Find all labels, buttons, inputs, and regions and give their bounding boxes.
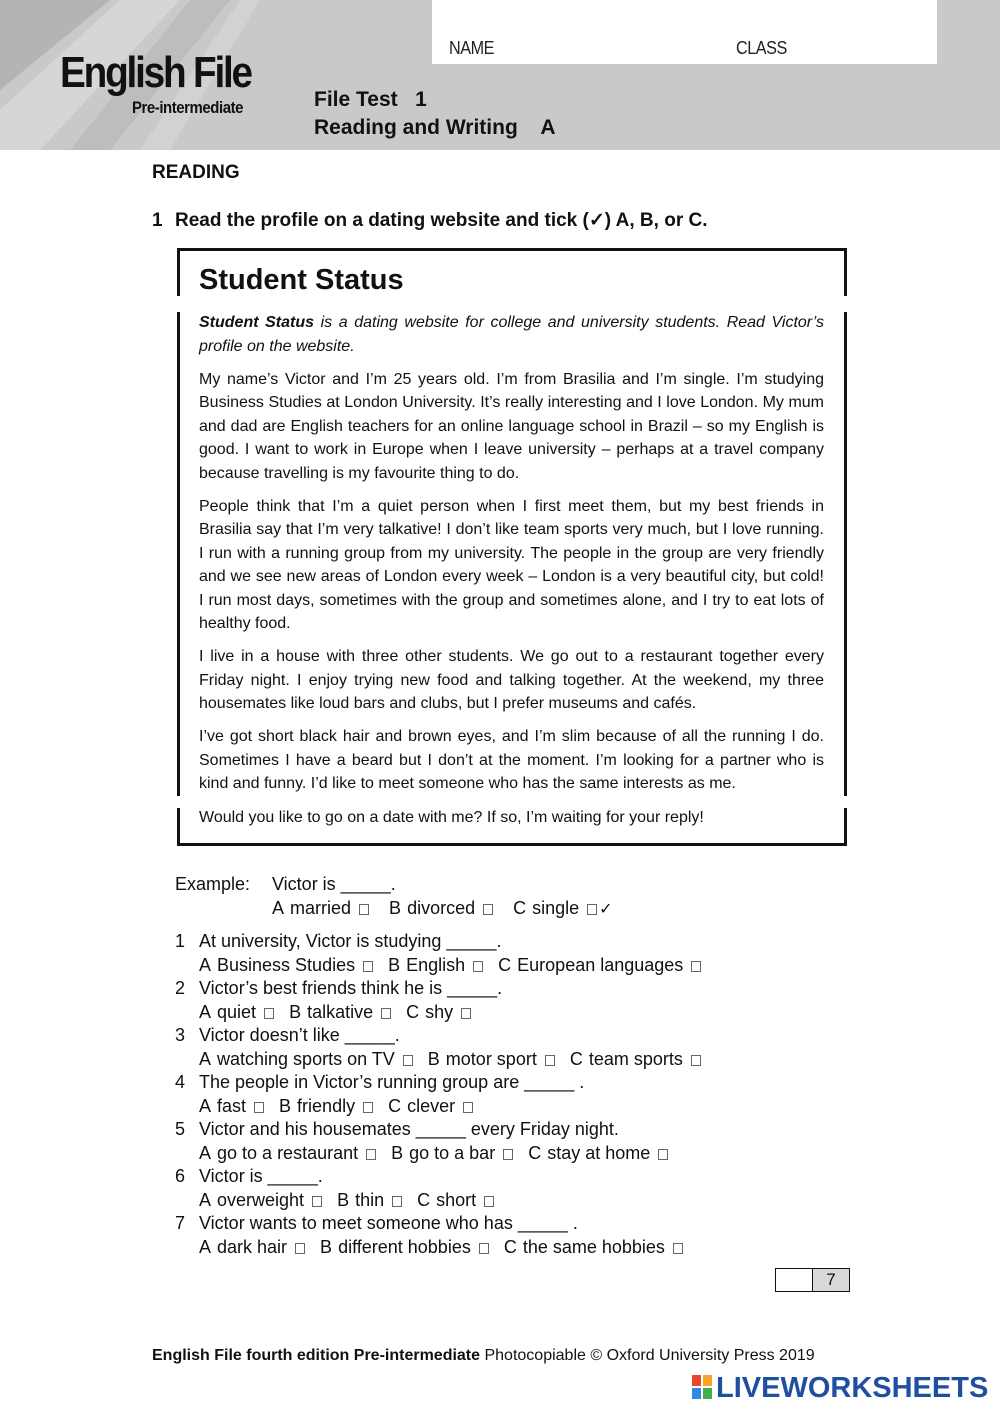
- question-number: 7: [175, 1213, 186, 1233]
- checkbox[interactable]: [312, 1196, 322, 1207]
- checkbox[interactable]: [463, 1102, 473, 1113]
- article-paragraph: People think that I’m a quiet person when I first meet them, but my best friends in Brasilia say that I’m very talkative! I don’t like team sports very much, but I love running. I run with a running group from my university. The people in the group are very friendly and we see new areas of London every week – London is a very beautiful city, but cold! I run most days, sometimes with the group and sometimes alone, and I try to eat lots of healthy food.: [199, 497, 824, 632]
- article-title: Student Status: [199, 264, 404, 296]
- article-paragraph: I live in a house with three other students. We go out to a restaurant together every Friday night. I enjoy trying new food and talking together. At the weekend, my three housemates like loud bars and clubs, but I prefer museums and cafés.: [199, 648, 824, 712]
- brand-subtitle: Pre-intermediate: [132, 98, 244, 117]
- article-intro-rest: is a dating website for college and university students. Read Victor’s profile on the website.: [199, 314, 824, 355]
- question-number: 5: [175, 1119, 186, 1139]
- checkbox[interactable]: [545, 1055, 555, 1066]
- question-options: [199, 1048, 716, 1072]
- checkbox[interactable]: [484, 1196, 494, 1207]
- score-input[interactable]: [776, 1269, 813, 1291]
- option-c: C the same hobbies: [504, 1236, 683, 1260]
- question-number: 4: [175, 1072, 186, 1092]
- checkbox[interactable]: [264, 1008, 274, 1019]
- header-band: [0, 0, 1000, 150]
- article-intro-bold: Student Status: [199, 314, 315, 331]
- question-options: [199, 1189, 509, 1213]
- test-title-line1: File Test 1: [314, 88, 427, 111]
- question-number: 3: [175, 1025, 186, 1045]
- question-stem: Victor wants to meet someone who has _____ .: [199, 1213, 578, 1233]
- checkbox[interactable]: [691, 961, 701, 972]
- checkbox[interactable]: [392, 1196, 402, 1207]
- liveworksheets-logo: [692, 1372, 988, 1404]
- checkbox[interactable]: [363, 1102, 373, 1113]
- task-text: Read the profile on a dating website and tick (✓) A, B, or C.: [175, 210, 708, 231]
- option-b: B talkative: [289, 1001, 391, 1025]
- question-stem: Victor and his housemates _____ every Friday night.: [199, 1119, 619, 1139]
- option-c: C shy: [406, 1001, 471, 1025]
- footer-rest: Photocopiable © Oxford University Press 2019: [480, 1347, 815, 1364]
- name-class-box: [432, 0, 937, 64]
- checkbox[interactable]: [381, 1008, 391, 1019]
- class-label: CLASS: [736, 38, 787, 58]
- question-stem: Victor is _____.: [199, 1166, 323, 1186]
- option-c: C European languages: [498, 954, 701, 978]
- tick-icon: ✓: [599, 901, 613, 918]
- option-b: B motor sport: [428, 1048, 555, 1072]
- question-options: [199, 1095, 488, 1119]
- option-b: B thin: [337, 1189, 402, 1213]
- checkbox[interactable]: [461, 1008, 471, 1019]
- article-intro: [199, 311, 824, 358]
- option-a: A quiet: [199, 1001, 274, 1025]
- checkbox[interactable]: [363, 961, 373, 972]
- score-total: 7: [813, 1269, 849, 1291]
- question-options: [199, 1236, 698, 1260]
- example-option-a: A married: [272, 898, 369, 919]
- option-c: C short: [417, 1189, 494, 1213]
- question-stem: Victor doesn’t like _____.: [199, 1025, 400, 1045]
- article-body: [199, 311, 824, 805]
- question-stem: The people in Victor’s running group are _____ .: [199, 1072, 585, 1092]
- checkbox[interactable]: [366, 1149, 376, 1160]
- task-instruction: [152, 209, 708, 232]
- checkbox[interactable]: [587, 904, 597, 915]
- option-a: A fast: [199, 1095, 264, 1119]
- article-paragraph: My name’s Victor and I’m 25 years old. I’m from Brasilia and I’m single. I’m studying Business Studies at London University. It’s really interesting and I love London. My mum and dad are English teachers for an online language school in Brazil – so my English is good. I want to work in Europe when I leave university – perhaps at a travel company because travelling is my favourite thing to do.: [199, 370, 824, 482]
- question-number: 1: [175, 931, 186, 951]
- checkbox[interactable]: [473, 961, 483, 972]
- footer-bold: English File fourth edition Pre-intermediate: [152, 1347, 481, 1364]
- question-number: 6: [175, 1166, 186, 1186]
- question-options: [199, 1142, 683, 1166]
- example-option-c: C single ✓: [513, 898, 613, 918]
- test-title: [314, 86, 556, 142]
- option-c: C stay at home: [528, 1142, 668, 1166]
- section-heading: READING: [152, 162, 240, 183]
- article-box: [177, 248, 847, 846]
- option-a: A watching sports on TV: [199, 1048, 413, 1072]
- liveworksheets-icon: [692, 1375, 714, 1401]
- question-options: [199, 954, 716, 978]
- question-options: [199, 1001, 486, 1025]
- brand-logo: [60, 48, 277, 117]
- option-b: B friendly: [279, 1095, 373, 1119]
- article-paragraph: I’ve got short black hair and brown eyes, and I’m slim because of all the running I do. Sometimes I have a beard but I don’t at the moment. I’m looking for a partner who is kind and funny. I’d like to meet someone who has the same interests as me.: [199, 728, 824, 792]
- checkbox[interactable]: [658, 1149, 668, 1160]
- score-box: [775, 1268, 850, 1292]
- question-stem: Victor’s best friends think he is _____.: [199, 978, 503, 998]
- question-stem: At university, Victor is studying _____.: [199, 931, 502, 951]
- checkbox[interactable]: [479, 1243, 489, 1254]
- example-options: [272, 898, 628, 919]
- question-number: 2: [175, 978, 186, 998]
- name-label: NAME: [449, 38, 495, 58]
- liveworksheets-text: LIVEWORKSHEETS: [716, 1371, 989, 1404]
- example-stem: Victor is _____.: [272, 874, 396, 894]
- checkbox[interactable]: [359, 904, 369, 915]
- option-a: A dark hair: [199, 1236, 305, 1260]
- checkbox[interactable]: [691, 1055, 701, 1066]
- option-a: A go to a restaurant: [199, 1142, 376, 1166]
- option-a: A Business Studies: [199, 954, 373, 978]
- option-c: C team sports: [570, 1048, 701, 1072]
- task-number: 1: [152, 210, 163, 231]
- option-b: B different hobbies: [320, 1236, 489, 1260]
- brand-title: English File: [60, 48, 251, 97]
- example-label: Example:: [175, 874, 251, 894]
- checkbox[interactable]: [403, 1055, 413, 1066]
- option-b: B English: [388, 954, 483, 978]
- article-closing: Would you like to go on a date with me? If so, I’m waiting for your reply!: [199, 809, 704, 826]
- checkbox[interactable]: [254, 1102, 264, 1113]
- checkbox[interactable]: [503, 1149, 513, 1160]
- checkbox[interactable]: [673, 1243, 683, 1254]
- page-footer: [152, 1347, 815, 1365]
- checkbox[interactable]: [483, 904, 493, 915]
- test-title-line2: Reading and Writing A: [314, 116, 556, 139]
- option-b: B go to a bar: [391, 1142, 513, 1166]
- example-option-b: B divorced: [389, 898, 493, 919]
- checkbox[interactable]: [295, 1243, 305, 1254]
- option-c: C clever: [388, 1095, 473, 1119]
- option-a: A overweight: [199, 1189, 322, 1213]
